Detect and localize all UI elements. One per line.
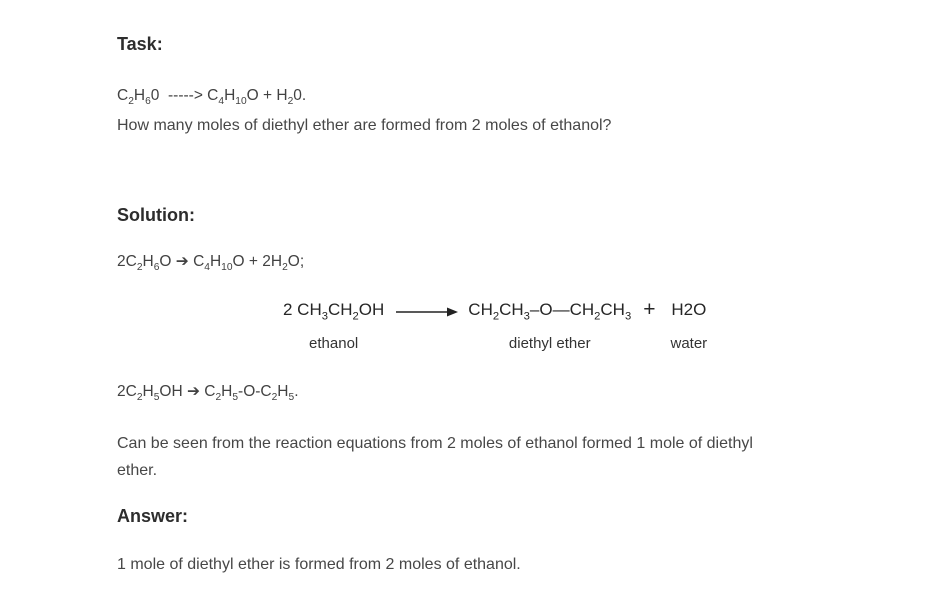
product-formula: $CH_2CH_3-O—CH_2CH_3$: [468, 300, 632, 323]
scheme-reactant-group: [283, 299, 384, 352]
scheme-water-group: [670, 299, 707, 352]
reaction-arrow-icon: [396, 305, 458, 323]
conclusion-paragraph: [117, 430, 870, 484]
answer-text: 1 mole of diethyl ether is formed from 2 moles of ethanol.: [117, 556, 521, 573]
reaction-scheme: [283, 299, 870, 352]
task-question: How many moles of diethyl ether are formed from 2 moles of ethanol?: [117, 117, 612, 134]
molecular-equation: $2C_2H_6O$ ➔ $C_4H_{10}O + 2H_2O$;: [117, 253, 305, 274]
solution-heading: Solution:: [117, 205, 195, 225]
scheme-product-group: [468, 299, 631, 352]
conclusion-line-1: Can be seen from the reaction equations from 2 moles of ethanol formed 1 mole of diethyl: [117, 435, 753, 452]
task-heading: Task:: [117, 34, 163, 54]
reactant-label: ethanol: [309, 335, 359, 352]
condensed-equation: $2C_2H_5OH$ ➔ $C_2H_5-O-C_2H_5$.: [117, 383, 299, 404]
water-label: water: [670, 335, 708, 352]
task-equation: $C_2H_60$ -----> $C_4H_{10}O + H_20$.: [117, 87, 307, 108]
reactant-formula: 2 $CH_3CH_2OH$: [283, 300, 385, 323]
plus-sign: +: [643, 298, 656, 321]
answer-heading: Answer:: [117, 506, 189, 526]
water-formula: H2O: [671, 300, 707, 319]
conclusion-line-2: ether.: [117, 462, 158, 479]
product-label: diethyl ether: [508, 335, 591, 352]
